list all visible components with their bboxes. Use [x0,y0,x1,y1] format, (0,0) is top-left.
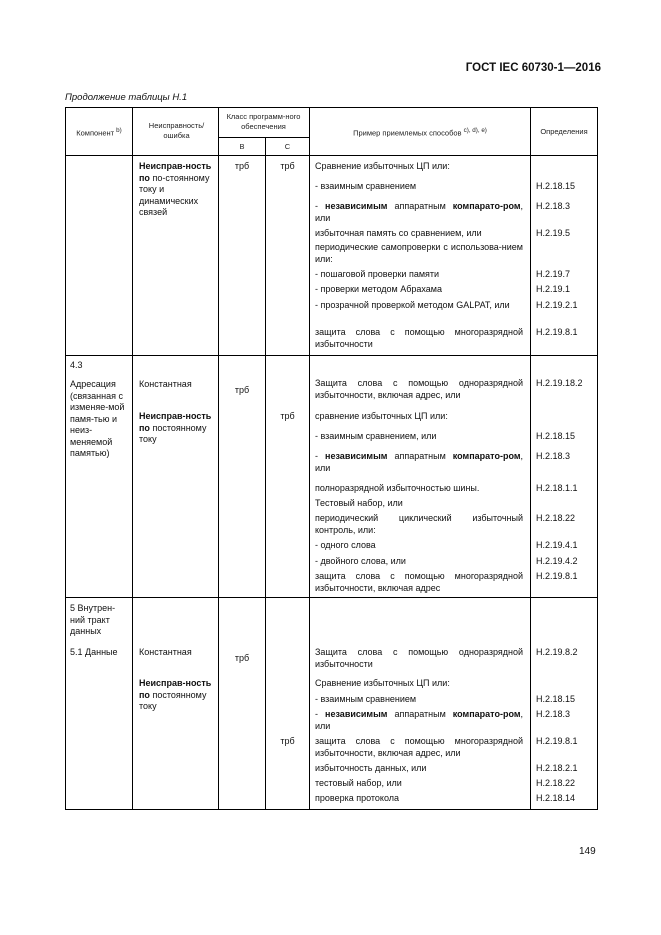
standard-header: ГОСТ IEC 60730-1—2016 [465,62,601,74]
header-component: Компонент $^{b)}$ [76,127,122,138]
page-number: 149 [579,846,596,857]
method-text: защита слова с помощью многоразрядной избыточности, включая адрес, или [315,736,523,758]
component-number: 4.3 [70,360,83,370]
class-b-cell: трб [234,161,250,171]
definition-ref: H.2.19.18.2 [536,378,583,388]
class-b-cell: трб [234,653,250,663]
method-text: защита слова с помощью многоразрядной избыточности [315,327,523,349]
method-text: периодические самопроверки с использова-нием или: [315,242,523,264]
definition-ref: H.2.19.1 [536,284,571,294]
method-text: периодический циклический избыточный контроль, или: [315,513,523,535]
method-text: избыточная память со сравнением, или [315,228,482,238]
definition-ref: H.2.19.5 [536,228,571,238]
method-text: - взаимным сравнением, или [315,431,437,441]
method-text: - двойного слова, или [315,556,406,566]
definition-ref: H.2.18.15 [536,431,576,441]
fault-cell: Неисправ-ность по по-стоянному току и динамических связей [139,161,212,217]
header-software-class: Класс программ-ного обеспечения [226,112,301,131]
header-definitions: Определения [540,127,588,136]
method-text: тестовый набор, или [315,778,402,788]
definition-ref: H.2.19.4.1 [536,540,578,550]
definition-ref: H.2.18.3 [536,709,571,719]
method-text: Сравнение избыточных ЦП или: [315,678,450,688]
method-text: проверка протокола [315,793,400,803]
component-cell: 5 Внутрен-ний тракт данных [70,603,116,636]
definition-ref: H.2.19.8.2 [536,647,578,657]
method-text: Защита слова с помощью одноразрядной избыточности [315,647,523,669]
class-c-cell: трб [280,736,295,746]
method-text: Сравнение избыточных ЦП или: [315,161,450,171]
method-text: - одного слова [315,540,376,550]
definition-ref: H.2.18.22 [536,778,576,788]
component-subitem: 5.1 Данные [70,647,118,657]
method-text: избыточность данных, или [315,763,427,773]
fault-cell: Неисправ-ность по постоянному току [139,411,212,444]
method-text: - прозрачной проверкой методом GALPAT, или [315,300,510,310]
method-text: - проверки методом Абрахама [315,284,442,294]
method-text: - взаимным сравнением [315,181,417,191]
method-text: - взаимным сравнением [315,694,417,704]
fault-cell: Неисправ-ность по постоянному току [139,678,212,711]
definition-ref: H.2.19.2.1 [536,300,578,310]
header-class-c: C [284,142,291,151]
definition-ref: H.2.18.15 [536,694,576,704]
definition-ref: H.2.18.15 [536,181,576,191]
class-b-cell: трб [234,385,250,395]
method-text: Защита слова с помощью одноразрядной избыточности, включая адрес, или [315,378,523,400]
header-class-b: B [239,142,245,151]
header-methods: Пример приемлемых способов $^{c), d), e)}$ [353,127,487,138]
method-text: Тестовый набор, или [315,498,403,508]
definition-ref: H.2.18.22 [536,513,576,523]
table-caption: Продолжение таблицы Н.1 [65,92,188,103]
class-c-cell: трб [280,161,295,171]
method-text: - пошаговой проверки памяти [315,269,440,279]
definition-ref: H.2.19.7 [536,269,571,279]
header-fault: Неисправность/ ошибка [148,121,205,140]
method-text: полноразрядной избыточностью шины. [315,483,480,493]
component-cell: Адресация (связанная с изменяе-мой памя-тью и неиз-меняемой памятью) [70,379,125,458]
definition-ref: H.2.19.8.1 [536,327,578,337]
fault-cell: Константная [139,647,192,657]
method-text: сравнение избыточных ЦП или: [315,411,448,421]
definition-ref: H.2.19.8.1 [536,736,578,746]
fault-cell: Константная [139,379,192,389]
method-text: - независимым аппаратным компарато-ром, или [315,451,523,473]
definition-ref: H.2.18.14 [536,793,576,803]
class-c-cell: трб [280,411,295,421]
definition-ref: H.2.19.8.1 [536,571,578,581]
definition-ref: H.2.18.2.1 [536,763,578,773]
method-text: - независимым аппаратным компарато-ром, или [315,201,523,223]
definition-ref: H.2.18.3 [536,451,571,461]
definition-ref: H.2.18.3 [536,201,571,211]
method-text: - независимым аппаратным компарато-ром, или [315,709,523,731]
definition-ref: H.2.19.4.2 [536,556,578,566]
method-text: защита слова с помощью многоразрядной избыточности, включая адрес [315,571,523,593]
definition-ref: H.2.18.1.1 [536,483,578,493]
